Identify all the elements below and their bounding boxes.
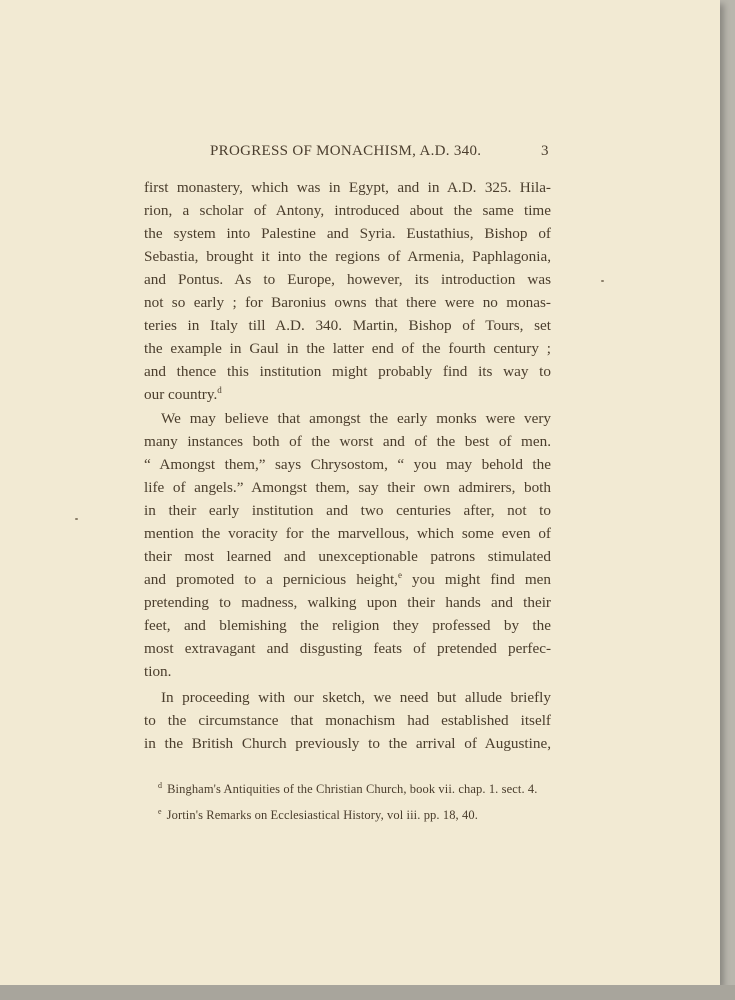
body-line: We may believe that amongst the early monks were very	[161, 410, 551, 427]
body-line: teries in Italy till A.D. 340. Martin, Bishop of Tours, set	[144, 317, 551, 334]
footnote	[158, 782, 538, 797]
body-line: the example in Gaul in the latter end of the fourth century ;	[144, 340, 551, 357]
page-number: 3	[541, 143, 549, 159]
body-line: tion.	[144, 663, 172, 680]
body-line: first monastery, which was in Egypt, and in A.D. 325. Hila-	[144, 179, 551, 196]
body-line: pretending to madness, walking upon their hands and their	[144, 594, 551, 611]
footnote-reference: e	[397, 569, 402, 580]
body-line: life of angels.” Amongst them, say their own admirers, both	[144, 479, 551, 496]
body-line: not so early ; for Baronius owns that there were no monas-	[144, 294, 551, 311]
body-line: the system into Palestine and Syria. Eustathius, Bishop of	[144, 225, 551, 242]
body-line: our country.$^d$	[144, 384, 222, 403]
footnote	[158, 808, 478, 823]
body-line: and thence this institution might probably find its way to	[144, 363, 551, 380]
body-line: mention the voracity for the marvellous, which some even of	[144, 525, 551, 542]
footnote-text: Jortin's Remarks on Ecclesiastical History, vol iii. pp. 18, 40.	[166, 808, 478, 822]
running-head: PROGRESS OF MONACHISM, A.D. 340.	[210, 143, 482, 159]
body-line: and promoted to a pernicious height,$^e$ you might find men	[144, 569, 551, 588]
paper-speck	[601, 280, 604, 282]
body-line: in their early institution and two centuries after, not to	[144, 502, 551, 519]
body-line: in the British Church previously to the arrival of Augustine,	[144, 735, 551, 752]
body-line: “ Amongst them,” says Chrysostom, “ you may behold the	[144, 456, 551, 473]
body-line: most extravagant and disgusting feats of pretended perfec-	[144, 640, 551, 657]
body-line: to the circumstance that monachism had established itself	[144, 712, 551, 729]
body-line: rion, a scholar of Antony, introduced about the same time	[144, 202, 551, 219]
body-line: many instances both of the worst and of the best of men.	[144, 433, 551, 450]
footnote-mark: d	[158, 780, 163, 790]
footnote-reference: d	[217, 384, 222, 395]
footnote-mark: e	[158, 806, 162, 816]
footnote-text: Bingham's Antiquities of the Christian Church, book vii. chap. 1. sect. 4.	[167, 782, 538, 796]
body-line: Sebastia, brought it into the regions of Armenia, Paphlagonia,	[144, 248, 551, 265]
body-line: feet, and blemishing the religion they professed by the	[144, 617, 551, 634]
body-line: their most learned and unexceptionable patrons stimulated	[144, 548, 551, 565]
body-line: In proceeding with our sketch, we need but allude briefly	[161, 689, 551, 706]
paper-speck	[75, 518, 78, 520]
body-line: and Pontus. As to Europe, however, its introduction was	[144, 271, 551, 288]
table-surface	[0, 985, 735, 1000]
